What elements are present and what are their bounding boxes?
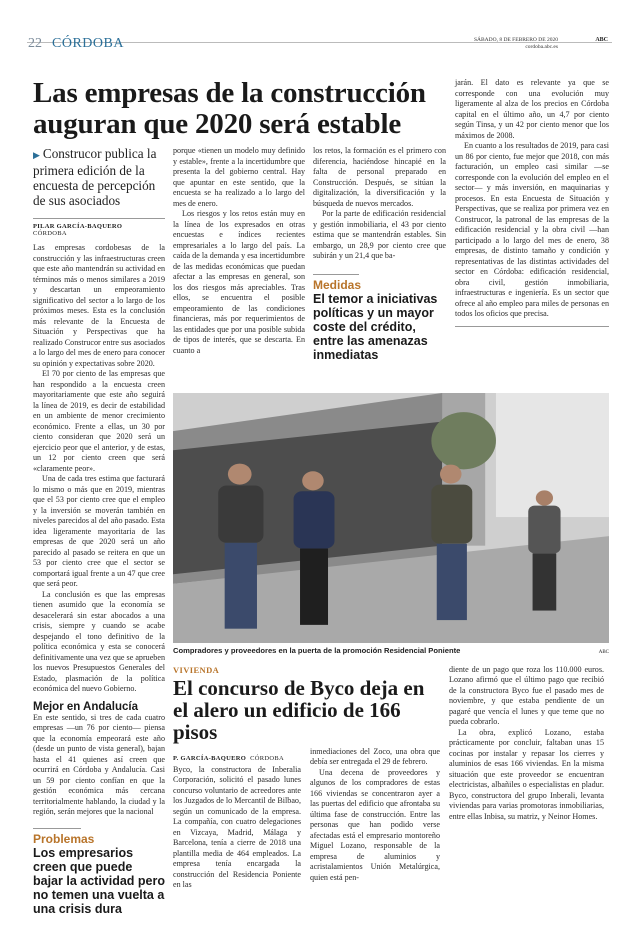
kicker-medidas: Medidas bbox=[313, 277, 362, 292]
main-col-4 bbox=[455, 78, 609, 320]
paragraph: La obra, explicó Lozano, estaba prácticamente por concluir, faltaban unas 15 cocinas por instalar y repasar los cierres y aluminios de esas 166 viviendas. En la misma situación que este proveedor se encuentran electricistas, albañiles o especialistas en pladur. Byco, constructora del grupo Inberali, levanta viviendas para varias promotoras inmobiliarias, entre ellas Inbisa, su matriz, y Neinor Homes. bbox=[449, 727, 604, 821]
city: CÓRDOBA bbox=[33, 230, 67, 237]
paragraph: inmediaciones del Zoco, una obra que debía ser entregada el 29 de febrero. bbox=[310, 746, 440, 766]
page-layout bbox=[33, 78, 610, 916]
paragraph: Byco, la constructora de Inberalia Corporación, solicitó el pasado lunes concurso voluntario de acreedores ante los Juzgados de lo Mercantil de Bilbao, según un comunicado de la empresa. La compañía, con cuatro delegaciones en Vizcaya, Madrid, Málaga y Barcelona, tenía a cierre de 2018 una plantilla media de 464 empleados. La empresa tenía encargada la construcción del Residencia Poniente en las bbox=[173, 764, 301, 889]
main-col-1 bbox=[33, 243, 165, 695]
paragraph: La conclusión es que las empresas tienen asumido que la economía se desacelerará sin estar abocados a una crisis, siempre y cuando se acabe despejando el tono definitivo de la política económica y esta se conocerá definitivamente una vez que se aprueben los nuevos Presupuestos Generales del Estado, plasmación de la política económica del nuevo Gobierno. bbox=[33, 589, 165, 693]
box-medidas bbox=[313, 278, 446, 362]
paragraph: En cuanto a los resultados de 2019, para casi un 86 por ciento, fue mejor que 2018, con más facturación, un empleo casi similar —se corresponde con la evolución del empleo en el sector— y más inversión, en maquinarias y procesos. En esta Encuesta de Situación y Perspectivas, que se realiza por primera vez en Construcor, la patronal de las empresas de la edificación residencial y la obra civil —han participado a lo largo del mes de enero, 38 empresas, de distinto tamaño y condición y representativas de las distintas actividades del sector en Córdoba: edificación residencial, obra civil, gestión inmobiliaria, infraestructuras e ingeniería. Es un sector que ofrece al año empleo para miles de personas en todos los oficios que precisa. bbox=[455, 141, 609, 318]
byline-rule bbox=[33, 218, 165, 219]
brand-logo: ABC bbox=[595, 37, 608, 43]
box-problemas bbox=[33, 832, 165, 916]
box-problemas-text: Los empresarios creen que puede bajar la actividad pero no temen una vuelta a una crisis dura bbox=[33, 845, 165, 916]
main-col-3-wrapper bbox=[313, 146, 446, 362]
date-text: SÁBADO, 8 DE FEBRERO DE 2020 bbox=[473, 37, 558, 43]
photo-illustration bbox=[173, 393, 609, 643]
subheadline bbox=[33, 146, 165, 208]
main-col-1-wrapper bbox=[33, 146, 165, 916]
paragraph: El 70 por ciento de las empresas que han respondido a la encuesta creen mayoritariamente que este año seguirá la línea de 2019, es decir de estabilidad en un ambiente de menor crecimiento económico. Frente a ellas, un 30 por ciento consideran que 2020 será un ejercicio peor que el anterior, y de estas, un 12 por ciento creen que será «claramente peor». bbox=[33, 369, 165, 473]
second-col-1-wrapper bbox=[173, 747, 301, 891]
author: P. GARCÍA-BAQUERO bbox=[173, 754, 247, 762]
paragraph: porque «tienen un modelo muy definido y estable», frente a la incertidumbre que presenta la del gobierno central. Hay que apuntar en este sentido, que la encuesta se ha realizado a lo largo del mes de enero. bbox=[173, 146, 305, 208]
paragraph: Por la parte de edificación residencial y gestión inmobiliaria, el 43 por ciento estima que se mantendrán estables. Sin embargo, un 28,9 por ciento cree que subirán y un 21,4 que ba- bbox=[313, 209, 446, 260]
city: CÓRDOBA bbox=[250, 754, 285, 762]
section-title: CÓRDOBA bbox=[52, 36, 124, 51]
main-col-4-wrapper bbox=[455, 78, 609, 327]
byline bbox=[33, 223, 165, 237]
column-rule bbox=[455, 326, 609, 327]
main-col-2 bbox=[173, 146, 305, 356]
second-byline bbox=[173, 747, 301, 765]
main-col-3 bbox=[313, 146, 446, 262]
website-text: cordoba.abc.es bbox=[525, 44, 558, 50]
person bbox=[528, 490, 560, 610]
andalucia-section bbox=[33, 701, 165, 818]
box-rule bbox=[33, 828, 81, 829]
paragraph: los retos, la formación es el primero con diferencia, haciéndose hincapié en la falta de personal preparado en Construcción. Después, se sitúan la digitalización, la diversificación y la búsqueda de nuevos mercados. bbox=[313, 146, 446, 208]
caption-line bbox=[173, 646, 609, 655]
second-col-1 bbox=[173, 765, 301, 891]
person bbox=[431, 464, 472, 620]
second-col-3 bbox=[449, 665, 604, 823]
triangle-bullet-icon: ▶ bbox=[33, 150, 40, 160]
paragraph: jarán. El dato es relevante ya que se corresponde con una evolución muy ligeramente al alza de los precios en Córdoba capital en el último año, un 4,7 por ciento según Tinsa, y un 42 por ciento menor que los máximos de 2008. bbox=[455, 78, 609, 140]
main-headline: Las empresas de la construcción auguran que 2020 será estable bbox=[33, 77, 426, 140]
paragraph: Las empresas cordobesas de la construcción y las infraestructuras creen que este año mantendrán su actividad en términos más o menos similares a 2019 y descartan un empeoramiento significativo del sector a lo largo de los próximos meses. Esta es la conclusión más relevante de la Encuesta de Situación y Perspectivas que ha realizado Construcor entre sus asociados a lo largo del mes de enero para conocer su opinión y expectativas sobre 2020. bbox=[33, 243, 165, 368]
author: PILAR GARCÍA-BAQUERO bbox=[33, 223, 123, 230]
photo-caption: Compradores y proveedores en la puerta de la promoción Residencial Poniente bbox=[173, 645, 461, 655]
person bbox=[218, 463, 263, 628]
second-headline: El concurso de Byco deja en el alero un edificio de 166 pisos bbox=[173, 675, 425, 744]
paragraph: Una decena de proveedores y algunos de los compradores de estas 166 viviendas se concentraron ayer a las puertas del edificio que afrontaba su última fase de construcción. Entre las personas que han podido verse afectadas está el empresario montoreño Miguel Lozano, responsable de la empresa de aluminios y acristalamientos Unión Metalúrgica, quien está pen- bbox=[310, 767, 440, 882]
paragraph: En este sentido, si tres de cada cuatro empresas —un 76 por ciento— piensa que la economía empeorará este año (desde un punto de vista general), bajan hasta el 41 quienes así creen que ocurrirá en Córdoba y Andalucía. Casi un 59 por ciento confían en que la gestión económica más cercana territorialmente hablando, la ciudad y la región, serán mejores que la nacional bbox=[33, 712, 165, 816]
subhead-andalucia: Mejor en Andalucía bbox=[33, 700, 139, 713]
andalucia-text bbox=[33, 713, 165, 818]
header-date bbox=[474, 37, 558, 51]
kicker-problemas: Problemas bbox=[33, 831, 95, 846]
second-heading bbox=[173, 665, 440, 743]
news-photo bbox=[173, 393, 609, 643]
lower-section bbox=[173, 393, 609, 891]
paragraph: Una de cada tres estima que facturará lo mismo o más que en 2019, mientras que el 53 por ciento cree que el empleo y la inversión se moverán también en niveles parecidos al del año pasado. Esta idea ligeramente mayoritaria de las empresas de que 2020 será un año parecido al pasado se reitera en que un 53 por ciento cree que el sector se comportará igual frente a un 47 que cree que será peor. bbox=[33, 474, 165, 588]
box-rule bbox=[313, 274, 359, 275]
subheadline-text: Construcor publica la primera edición de la encuesta de percepción de sus asociados bbox=[33, 146, 157, 208]
photo-credit: ABC bbox=[598, 649, 609, 655]
section-kicker: VIVIENDA bbox=[173, 664, 220, 675]
second-col-2 bbox=[310, 747, 440, 884]
paragraph: Los riesgos y los retos están muy en la línea de los expresados en otras encuestas e índices recientes empresariales a lo largo del país. La caída de la demanda y esa incertidumbre de las medidas económicas que puedan afectar a las empresas en general, son los dos riesgos más apreciables. Tras ellos, se encuentra el posible empeoramiento de las condiciones financieras, más por requerimientos de las entidades que por una posible subida de tipos de interés, que se descarta. En cuanto a bbox=[173, 209, 305, 355]
page-number: 22 bbox=[28, 36, 42, 51]
second-article bbox=[173, 665, 609, 891]
paragraph: diente de un pago que roza los 110.000 euros. Lozano afirmó que el último pago que recibió de la constructora Byco fue el pasado mes de noviembre, y que estaba pendiente de un pagaré que vencía el lunes y que teme que no pueda cobrarlo. bbox=[449, 664, 604, 726]
box-medidas-text: El temor a iniciativas políticas y un mayor coste del crédito, entre las amenazas inmediatas bbox=[313, 291, 438, 362]
